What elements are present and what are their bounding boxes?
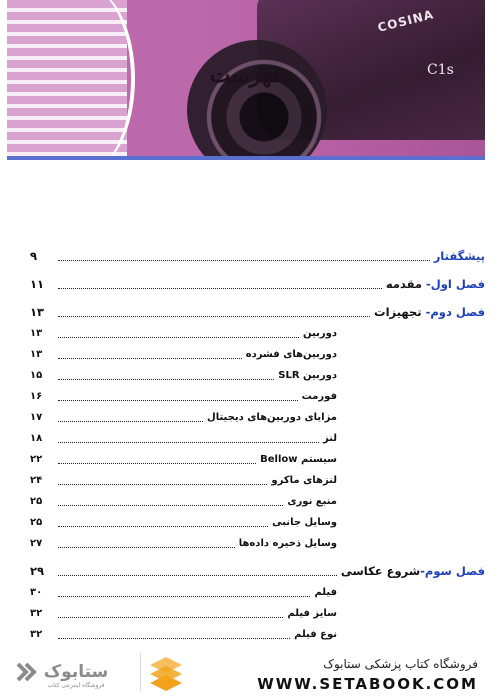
toc-page-number: ۳۲ (30, 608, 43, 619)
toc-page-number: ۲۵ (30, 517, 43, 528)
dot-leader (58, 596, 310, 597)
toc-section-entry[interactable] (30, 386, 485, 407)
header-divider (7, 156, 485, 160)
toc-entry-title (256, 454, 337, 465)
toc-title-text: وسایل ذخیره داده‌ها (238, 538, 337, 549)
toc-title-text: دوربین‌های فشرده (245, 349, 337, 360)
toc-title-text: مقدمه (385, 277, 427, 291)
toc-section-entry[interactable] (30, 624, 485, 645)
toc-section-entry[interactable] (30, 603, 485, 624)
footer-divider (140, 653, 141, 691)
toc-section-entry[interactable] (30, 323, 485, 344)
toc-entry-title (319, 433, 337, 444)
dot-leader (58, 617, 283, 618)
toc-page-number: ۳۰ (30, 587, 43, 598)
dot-leader (58, 337, 299, 338)
camera-brand-text: COSINA (376, 7, 436, 35)
dot-leader (58, 358, 242, 359)
dot-leader (58, 575, 337, 576)
page-title: فهرست (209, 62, 283, 88)
toc-page-number: ۱۳ (30, 328, 43, 339)
toc-entry-title (267, 475, 337, 486)
toc-section-entry[interactable] (30, 344, 485, 365)
dot-leader (58, 316, 370, 317)
toc-section-entry[interactable] (30, 533, 485, 554)
toc-page-number: ۱۵ (30, 370, 43, 381)
dot-leader (58, 484, 267, 485)
toc-chapter-number: فصل دوم- (425, 305, 485, 319)
toc-entry-title (235, 538, 337, 549)
toc-page-number: ۱۸ (30, 433, 43, 444)
table-of-contents (30, 245, 485, 645)
toc-page-number: ۹ (30, 249, 38, 263)
toc-page-number: ۲۹ (30, 564, 45, 578)
dot-leader (58, 260, 430, 261)
toc-page-number: ۱۶ (30, 391, 43, 402)
toc-title-text: نوع فیلم (294, 629, 337, 640)
toc-title-text: لنزهای ماکرو (271, 475, 337, 486)
logo-wordmark: ستابوک (43, 662, 109, 682)
toc-section-entry[interactable] (30, 407, 485, 428)
toc-entry-title (382, 277, 485, 291)
dot-leader (58, 638, 290, 639)
toc-section-entry[interactable] (30, 470, 485, 491)
dot-leader (58, 505, 283, 506)
toc-chapter-number: فصل سوم- (420, 564, 485, 578)
toc-title-text: فورمت (301, 391, 337, 402)
toc-page-number: ۲۷ (30, 538, 43, 549)
dot-leader (58, 526, 268, 527)
store-name: فروشگاه کتاب پزشکی ستابوک (323, 657, 478, 671)
toc-section-entry[interactable] (30, 491, 485, 512)
toc-chapter-entry[interactable] (30, 245, 485, 267)
book-stack-icon (147, 653, 185, 691)
toc-section-entry[interactable] (30, 428, 485, 449)
dot-leader (58, 288, 382, 289)
setabook-logo-icon (14, 655, 114, 689)
toc-page-number: ۱۷ (30, 412, 43, 423)
logo-tagline: فروشگاه اینترنتی کتاب (47, 682, 105, 689)
dot-leader (58, 463, 256, 464)
toc-title-text: دوربین SLR (278, 370, 337, 381)
dot-leader (58, 547, 235, 548)
store-url: WWW.SETABOOK.COM (257, 675, 478, 693)
toc-title-text: لنز (322, 433, 337, 444)
toc-entry-title (370, 305, 485, 319)
toc-title-text: سایز فیلم (287, 608, 337, 619)
toc-entry-title (310, 587, 337, 598)
toc-entry-title (283, 608, 337, 619)
toc-entry-title (299, 328, 337, 339)
toc-page-number: ۲۴ (30, 475, 43, 486)
toc-page-number: ۳۲ (30, 629, 43, 640)
toc-section-entry[interactable] (30, 582, 485, 603)
toc-entry-title (242, 349, 337, 360)
toc-section-entry[interactable] (30, 449, 485, 470)
toc-chapter-entry[interactable] (30, 560, 485, 582)
toc-section-entry[interactable] (30, 365, 485, 386)
toc-title-text: وسایل جانبی (272, 517, 337, 528)
toc-entry-title (290, 629, 337, 640)
toc-page-number: ۲۲ (30, 454, 43, 465)
toc-entry-title (283, 496, 337, 507)
dot-leader (58, 379, 274, 380)
dot-leader (58, 442, 319, 443)
toc-entry-title (274, 370, 337, 381)
toc-entry-title (203, 412, 337, 423)
toc-chapter-entry[interactable] (30, 273, 485, 295)
dot-leader (58, 400, 298, 401)
toc-section-entry[interactable] (30, 512, 485, 533)
toc-title-text: تجهیزات (374, 305, 426, 319)
chapter-header-banner (7, 0, 485, 160)
toc-title-text: مزایای دوربین‌های دیجیتال (207, 412, 337, 423)
toc-entry-title (268, 517, 337, 528)
camera-model-text: C1s (427, 62, 454, 78)
toc-title-text: منبع نوری (287, 496, 337, 507)
toc-entry-title (337, 564, 485, 578)
toc-page-number: ۱۳ (30, 349, 43, 360)
toc-title-text: شروع عکاسی (340, 564, 421, 578)
toc-page-number: ۱۳ (30, 305, 45, 319)
toc-entry-title (430, 249, 485, 263)
toc-title-text: فیلم (314, 587, 337, 598)
toc-title-text: پیشگفتار (433, 249, 485, 263)
toc-title-text: دوربین (303, 328, 337, 339)
dot-leader (58, 421, 203, 422)
publisher-footer (0, 645, 500, 700)
toc-page-number: ۱۱ (30, 277, 45, 291)
toc-chapter-number: فصل اول- (426, 277, 485, 291)
toc-entry-title (298, 391, 337, 402)
toc-chapter-entry[interactable] (30, 301, 485, 323)
toc-title-text: سیستم Bellow (260, 454, 337, 465)
toc-page-number: ۲۵ (30, 496, 43, 507)
